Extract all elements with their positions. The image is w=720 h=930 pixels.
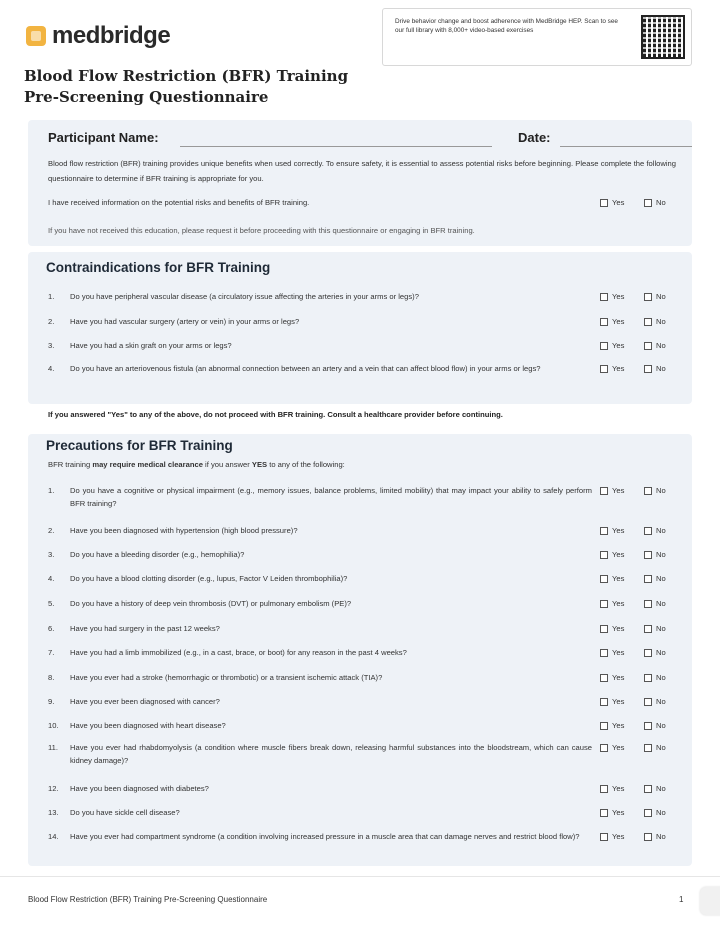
- no-option[interactable]: [644, 572, 666, 585]
- question-text: Have you been diagnosed with diabetes?: [70, 784, 209, 793]
- yes-option[interactable]: [600, 719, 624, 732]
- checkbox-icon[interactable]: [644, 649, 652, 657]
- yes-option[interactable]: [600, 339, 624, 352]
- question-number: 9.: [48, 697, 55, 706]
- no-label: No: [656, 341, 666, 350]
- no-option[interactable]: [644, 806, 666, 819]
- checkbox-icon[interactable]: [644, 809, 652, 817]
- question-text: Have you been diagnosed with hypertension (high blood pressure)?: [70, 526, 298, 535]
- yes-option[interactable]: [600, 548, 624, 561]
- subnote-pre: BFR training: [48, 460, 93, 469]
- no-label: No: [656, 317, 666, 326]
- date-label: Date:: [518, 130, 551, 145]
- checkbox-icon[interactable]: [644, 342, 652, 350]
- yes-label: Yes: [612, 697, 625, 706]
- checkbox-icon[interactable]: [644, 199, 652, 207]
- no-option[interactable]: [644, 315, 666, 328]
- question-number: 1.: [48, 292, 55, 301]
- no-label: No: [656, 364, 666, 373]
- contraindications-warning: If you answered "Yes" to any of the above, do not proceed with BFR training. Consult a healthcare provider before continuing.: [48, 410, 503, 419]
- checkbox-icon[interactable]: [600, 551, 608, 559]
- subnote-yes: YES: [251, 460, 268, 469]
- yes-label: Yes: [612, 292, 625, 301]
- question-text: Have you ever had compartment syndrome (a condition involving increased pressure in a muscle area that can damage nerves and restrict blood flow)?: [70, 832, 580, 841]
- no-label: No: [656, 743, 666, 752]
- logo-icon: [26, 26, 46, 46]
- question-number: 6.: [48, 624, 55, 633]
- question-number: 2.: [48, 317, 55, 326]
- no-label: No: [656, 526, 666, 535]
- yes-label: Yes: [612, 673, 625, 682]
- no-label: No: [656, 832, 666, 841]
- yes-option[interactable]: [600, 315, 624, 328]
- question-number: 1.: [48, 486, 55, 495]
- question-number: 2.: [48, 526, 55, 535]
- question-text: Have you ever been diagnosed with cancer?: [70, 697, 220, 706]
- yes-option[interactable]: [600, 484, 624, 497]
- checkbox-icon[interactable]: [644, 744, 652, 752]
- page-tab[interactable]: [700, 887, 720, 915]
- no-option[interactable]: [644, 741, 666, 754]
- no-label: No: [656, 721, 666, 730]
- checkbox-icon[interactable]: [600, 527, 608, 535]
- info-received-row: [48, 198, 676, 207]
- no-label: No: [656, 574, 666, 583]
- no-label: No: [656, 599, 666, 608]
- yes-label: Yes: [612, 599, 625, 608]
- yes-label: Yes: [612, 648, 625, 657]
- no-label: No: [656, 486, 666, 495]
- checkbox-icon[interactable]: [644, 785, 652, 793]
- question-number: 10.: [48, 721, 59, 730]
- no-option[interactable]: [644, 671, 666, 684]
- checkbox-icon[interactable]: [600, 698, 608, 706]
- qr-code-icon: [641, 15, 685, 59]
- info-no-option[interactable]: [644, 198, 666, 207]
- yes-label: Yes: [612, 550, 625, 559]
- checkbox-icon[interactable]: [644, 293, 652, 301]
- no-label: No: [656, 784, 666, 793]
- participant-name-field[interactable]: [180, 146, 492, 147]
- document-header: [0, 0, 720, 118]
- yes-option[interactable]: [600, 741, 624, 754]
- question-text: Have you had a skin graft on your arms or legs?: [70, 341, 232, 350]
- yes-label: Yes: [612, 364, 625, 373]
- no-option[interactable]: [644, 362, 666, 375]
- no-option[interactable]: [644, 484, 666, 497]
- logo-text: medbridge: [52, 22, 171, 49]
- yes-label: Yes: [612, 743, 625, 752]
- participant-panel: [28, 120, 692, 246]
- no-option[interactable]: [644, 290, 666, 303]
- yes-label: Yes: [612, 721, 625, 730]
- checkbox-icon[interactable]: [600, 600, 608, 608]
- question-number: 3.: [48, 341, 55, 350]
- question-number: 5.: [48, 599, 55, 608]
- info-received-question: I have received information on the potential risks and benefits of BFR training.: [48, 198, 310, 207]
- checkbox-icon[interactable]: [600, 722, 608, 730]
- yes-label: Yes: [612, 486, 625, 495]
- no-option[interactable]: [644, 782, 666, 795]
- yes-option[interactable]: [600, 830, 624, 843]
- checkbox-icon[interactable]: [644, 625, 652, 633]
- yes-label: Yes: [612, 317, 625, 326]
- question-text: Do you have sickle cell disease?: [70, 808, 180, 817]
- no-label: No: [656, 198, 666, 207]
- yes-label: Yes: [612, 808, 625, 817]
- medbridge-logo: [26, 22, 170, 50]
- checkbox-icon[interactable]: [644, 600, 652, 608]
- checkbox-icon[interactable]: [644, 575, 652, 583]
- yes-option[interactable]: [600, 646, 624, 659]
- checkbox-icon[interactable]: [600, 318, 608, 326]
- precautions-panel: [28, 434, 692, 866]
- no-label: No: [656, 292, 666, 301]
- info-yes-option[interactable]: [600, 198, 624, 207]
- question-text: Do you have a blood clotting disorder (e.g., lupus, Factor V Leiden thrombophilia)?: [70, 574, 348, 583]
- no-option[interactable]: [644, 524, 666, 537]
- no-option[interactable]: [644, 695, 666, 708]
- no-option[interactable]: [644, 597, 666, 610]
- question-text: Do you have peripheral vascular disease (a circulatory issue affecting the arteries in your arms or legs)?: [70, 292, 419, 301]
- checkbox-icon[interactable]: [644, 365, 652, 373]
- question-number: 11.: [48, 743, 58, 752]
- page-title: [24, 66, 348, 108]
- checkbox-icon[interactable]: [600, 649, 608, 657]
- checkbox-icon[interactable]: [600, 809, 608, 817]
- yes-option[interactable]: [600, 597, 624, 610]
- checkbox-icon[interactable]: [600, 674, 608, 682]
- date-field[interactable]: [560, 146, 692, 147]
- page-number: 1: [679, 895, 684, 904]
- question-text: Do you have an arteriovenous fistula (an abnormal connection between an artery and a vein that can affect blood flow) in your arms or legs?: [70, 364, 541, 373]
- no-label: No: [656, 624, 666, 633]
- title-line-2: Pre-Screening Questionnaire: [24, 88, 269, 106]
- footer-title: Blood Flow Restriction (BFR) Training Pre-Screening Questionnaire: [28, 895, 268, 904]
- participant-name-label: Participant Name:: [48, 130, 159, 145]
- checkbox-icon[interactable]: [600, 744, 608, 752]
- question-number: 12.: [48, 784, 59, 793]
- no-option[interactable]: [644, 719, 666, 732]
- yes-option[interactable]: [600, 572, 624, 585]
- checkbox-icon[interactable]: [644, 487, 652, 495]
- no-label: No: [656, 808, 666, 817]
- no-label: No: [656, 550, 666, 559]
- question-number: 8.: [48, 673, 55, 682]
- no-option[interactable]: [644, 646, 666, 659]
- yes-option[interactable]: [600, 695, 624, 708]
- precautions-subnote: [48, 460, 345, 469]
- checkbox-icon[interactable]: [644, 722, 652, 730]
- question-number: 13.: [48, 808, 59, 817]
- subnote-mid: if you answer: [202, 460, 252, 469]
- question-text: Do you have a bleeding disorder (e.g., hemophilia)?: [70, 550, 245, 559]
- subnote-bold: may require medical clearance: [92, 460, 203, 469]
- checkbox-icon[interactable]: [600, 575, 608, 583]
- title-line-1: Blood Flow Restriction (BFR) Training: [24, 67, 349, 85]
- contraindications-title: Contraindications for BFR Training: [46, 260, 271, 275]
- checkbox-icon[interactable]: [600, 487, 608, 495]
- checkbox-icon[interactable]: [600, 365, 608, 373]
- no-option[interactable]: [644, 548, 666, 561]
- no-option[interactable]: [644, 622, 666, 635]
- checkbox-icon[interactable]: [600, 342, 608, 350]
- yes-label: Yes: [612, 341, 625, 350]
- participant-row: [48, 130, 678, 150]
- precautions-title: Precautions for BFR Training: [46, 438, 233, 453]
- page-footer: [0, 876, 720, 930]
- yes-option[interactable]: [600, 671, 624, 684]
- question-number: 3.: [48, 550, 55, 559]
- no-option[interactable]: [644, 339, 666, 352]
- contraindications-panel: [28, 252, 692, 404]
- question-number: 4.: [48, 364, 55, 373]
- intro-paragraph: Blood flow restriction (BFR) training provides unique benefits when used correctly. To ensure safety, it is essential to assess potential risks before beginning. Please complete the following questionnaire to determine if BFR training is appropriate for you.: [48, 159, 676, 183]
- question-number: 7.: [48, 648, 55, 657]
- question-number: 14.: [48, 832, 59, 841]
- yes-option[interactable]: [600, 782, 624, 795]
- checkbox-icon[interactable]: [600, 293, 608, 301]
- checkbox-icon[interactable]: [600, 199, 608, 207]
- yes-option[interactable]: [600, 362, 624, 375]
- yes-option[interactable]: [600, 806, 624, 819]
- checkbox-icon[interactable]: [644, 551, 652, 559]
- question-text: Have you had a limb immobilized (e.g., in a cast, brace, or boot) for any reason in the past 4 weeks?: [70, 648, 407, 657]
- question-text: Do you have a history of deep vein thrombosis (DVT) or pulmonary embolism (PE)?: [70, 599, 352, 608]
- question-text: Have you had vascular surgery (artery or vein) in your arms or legs?: [70, 317, 300, 326]
- yes-label: Yes: [612, 574, 625, 583]
- yes-label: Yes: [612, 832, 625, 841]
- checkbox-icon[interactable]: [600, 625, 608, 633]
- checkbox-icon[interactable]: [644, 318, 652, 326]
- info-note: If you have not received this education, please request it before proceeding with this questionnaire or engaging in BFR training.: [48, 226, 475, 235]
- yes-label: Yes: [612, 526, 625, 535]
- question-text: Have you ever had rhabdomyolysis (a condition where muscle fibers break down, releasing harmful substances into the bloodstream, which can cause kidney damage)?: [70, 743, 592, 765]
- question-text: Do you have a cognitive or physical impairment (e.g., memory issues, balance problems, limited mobility) that may impact your ability to safely perform BFR training?: [70, 486, 592, 508]
- checkbox-icon[interactable]: [644, 698, 652, 706]
- checkbox-icon[interactable]: [600, 785, 608, 793]
- promo-box: [382, 8, 692, 66]
- no-option[interactable]: [644, 830, 666, 843]
- checkbox-icon[interactable]: [600, 833, 608, 841]
- no-label: No: [656, 648, 666, 657]
- question-text: Have you ever had a stroke (hemorrhagic or thrombotic) or a transient ischemic attack (TIA)?: [70, 673, 383, 682]
- checkbox-icon[interactable]: [644, 527, 652, 535]
- question-text: Have you been diagnosed with heart disease?: [70, 721, 226, 730]
- yes-option[interactable]: [600, 290, 624, 303]
- yes-option[interactable]: [600, 524, 624, 537]
- subnote-post: to any of the following:: [267, 460, 345, 469]
- checkbox-icon[interactable]: [644, 833, 652, 841]
- checkbox-icon[interactable]: [644, 674, 652, 682]
- no-label: No: [656, 673, 666, 682]
- yes-option[interactable]: [600, 622, 624, 635]
- question-text: Have you had surgery in the past 12 weeks?: [70, 624, 220, 633]
- question-number: 4.: [48, 574, 55, 583]
- yes-label: Yes: [612, 198, 625, 207]
- yes-label: Yes: [612, 784, 625, 793]
- promo-text: Drive behavior change and boost adherence with MedBridge HEP. Scan to see our full library with 8,000+ video-based exercises: [395, 18, 618, 34]
- yes-label: Yes: [612, 624, 625, 633]
- no-label: No: [656, 697, 666, 706]
